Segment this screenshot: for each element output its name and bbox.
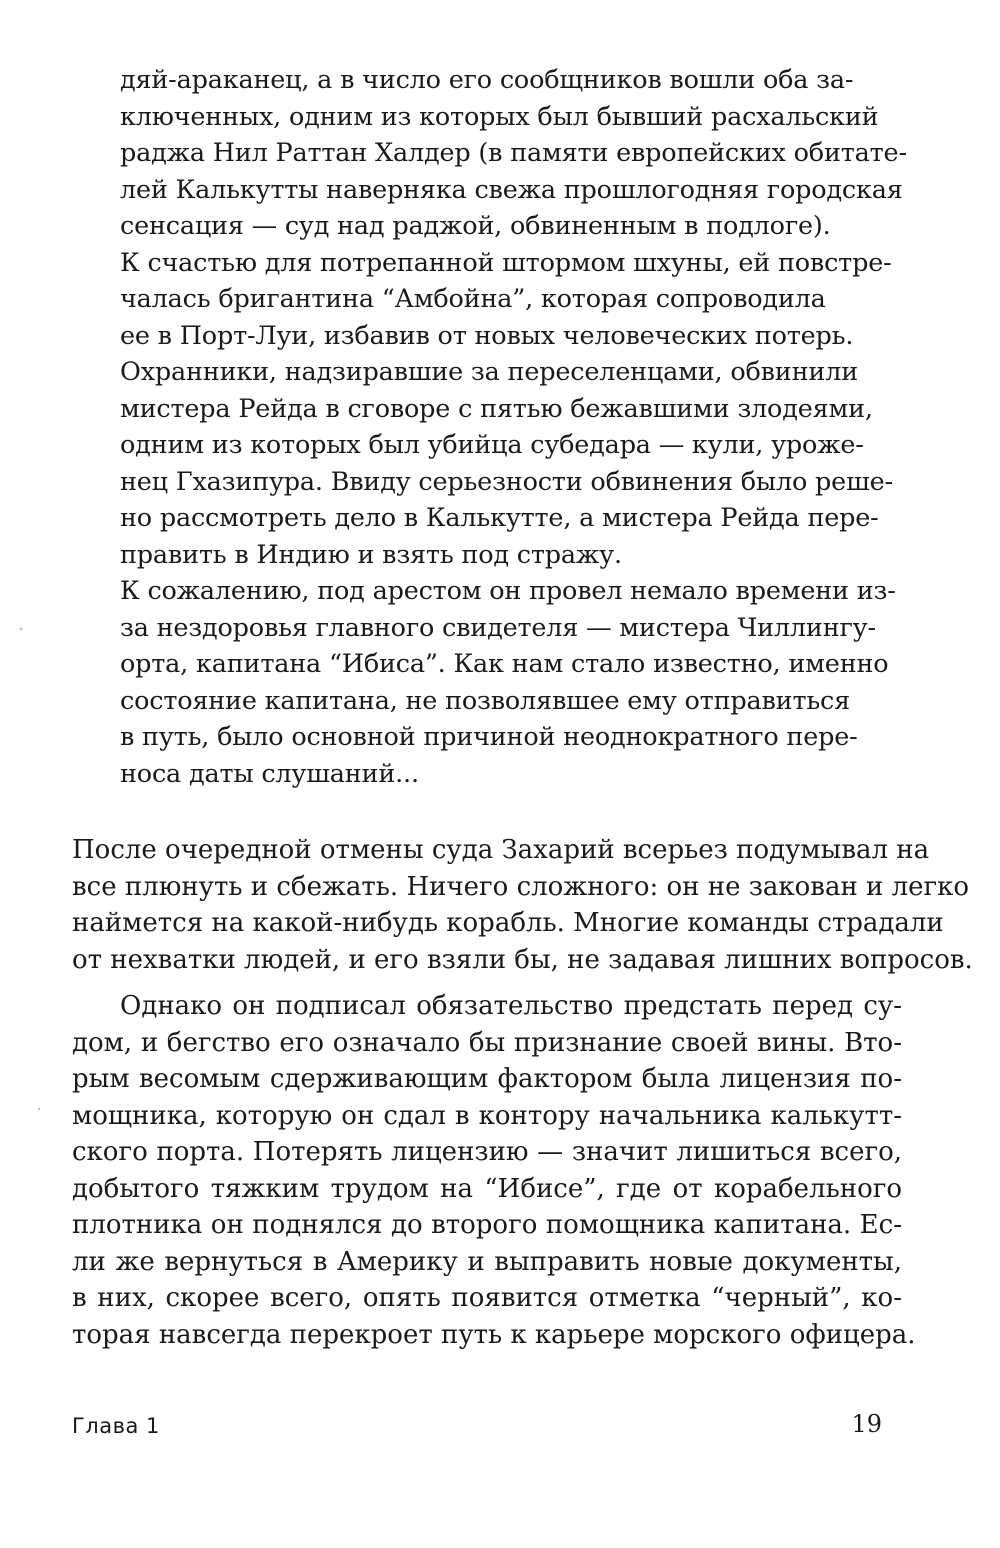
quote-line: сенсация — суд над раджой, обвиненным в подлоге). bbox=[120, 211, 831, 241]
paragraph-line: торая навсегда перекроет путь к карьере морского офицера. bbox=[72, 1319, 916, 1350]
paragraph-line: мощника, которую он сдал в контору начальника калькутт- bbox=[72, 1100, 902, 1131]
page-number: 19 bbox=[851, 1410, 882, 1438]
paragraph-line: наймется на какой-нибудь корабль. Многие команды страдали bbox=[72, 908, 944, 938]
paragraph-line: все плюнуть и сбежать. Ничего сложного: он не закован и легко bbox=[72, 871, 970, 902]
chapter-label: Глава 1 bbox=[72, 1414, 160, 1438]
scan-speck bbox=[38, 1108, 40, 1110]
quote-line: нец Гхазипура. Ввиду серьезности обвинения было реше- bbox=[120, 466, 893, 497]
paragraph-line: от нехватки людей, и его взяли бы, не задавая лишних вопросов. bbox=[72, 944, 973, 975]
paragraph-line: в них, скорее всего, опять появится отметка “черный”, ко- bbox=[72, 1283, 902, 1313]
body-text bbox=[72, 832, 973, 1353]
quote-line: ее в Порт-Луи, избавив от новых человеческих потерь. bbox=[120, 320, 854, 351]
quote-line: носа даты слушаний... bbox=[120, 758, 419, 789]
quote-line: дяй-араканец, а в число его сообщников вошли оба за- bbox=[120, 65, 854, 95]
quote-line: Охранники, надзиравшие за переселенцами, обвинили bbox=[120, 357, 858, 387]
paragraph-line: добытого тяжким трудом на “Ибисе”, где от корабельного bbox=[72, 1173, 902, 1204]
quote-line: мистера Рейда в сговоре с пятью бежавшими злодеями, bbox=[120, 393, 873, 424]
scan-speck bbox=[20, 628, 22, 630]
quote-line: состояние капитана, не позволявшее ему отправиться bbox=[120, 685, 851, 716]
quote-line: К счастью для потрепанной штормом шхуны, ей повстре- bbox=[120, 247, 892, 278]
quote-line: К сожалению, под арестом он провел немало времени из- bbox=[120, 576, 896, 606]
quote-line: в путь, было основной причиной неоднократного пере- bbox=[120, 722, 858, 752]
quote-line: раджа Нил Раттан Халдер (в памяти европейских обитате- bbox=[120, 138, 907, 168]
quote-line: орта, капитана “Ибиса”. Как нам стало известно, именно bbox=[120, 649, 889, 679]
quote-line: править в Индию и взять под стражу. bbox=[120, 539, 622, 570]
paragraph-line: рым весомым сдерживающим фактором была лицензия по- bbox=[72, 1064, 902, 1094]
paragraph-line: Однако он подписал обязательство предстать перед су- bbox=[120, 991, 902, 1021]
paragraph-line: дом, и бегство его означало бы признание своей вины. Вто- bbox=[72, 1027, 902, 1058]
paragraph-line: ского порта. Потерять лицензию — значит лишиться всего, bbox=[72, 1137, 902, 1167]
quote-line: лей Калькутты наверняка свежа прошлогодняя городская bbox=[120, 174, 903, 205]
paragraph-1 bbox=[72, 832, 973, 978]
paragraph-line: После очередной отмены суда Захарий всерьез подумывал на bbox=[72, 835, 930, 865]
quote-line: но рассмотреть дело в Калькутте, а мистера Рейда пере- bbox=[120, 503, 879, 533]
quoted-report bbox=[120, 62, 907, 792]
quote-line: чалась бригантина “Амбойна”, которая сопроводила bbox=[120, 284, 826, 314]
paragraph-line: плотника он поднялся до второго помощника капитана. Ес- bbox=[72, 1210, 902, 1240]
quote-line: ключенных, одним из которых был бывший расхальский bbox=[120, 101, 879, 132]
paragraph-line: ли же вернуться в Америку и выправить новые документы, bbox=[72, 1246, 902, 1277]
quote-line: одним из которых был убийца субедара — кули, уроже- bbox=[120, 430, 864, 460]
paragraph-2 bbox=[72, 988, 916, 1353]
quote-line: за нездоровья главного свидетеля — мистера Чиллингу- bbox=[120, 612, 876, 643]
